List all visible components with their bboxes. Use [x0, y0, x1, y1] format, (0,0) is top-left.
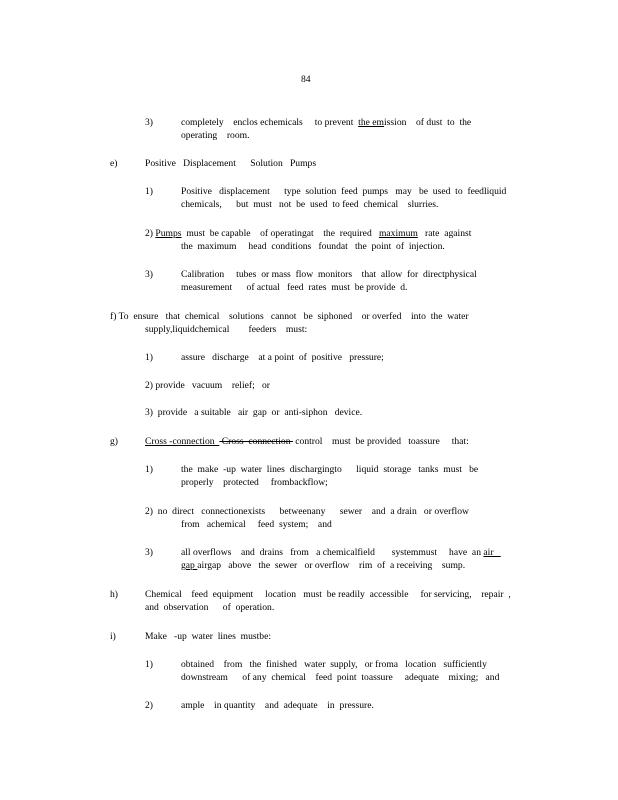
- underlined-text: Pumps: [155, 228, 182, 239]
- item-number: 3): [145, 117, 153, 128]
- text-line: downstream of any chemical feed point toassure adequate mixing; and: [181, 672, 500, 683]
- underlined-text: gap: [181, 560, 198, 571]
- text-line: [181, 117, 471, 129]
- text-line: Positive displacement type solution feed pumps may be used to feedliquid: [181, 186, 507, 197]
- item-number: 1): [145, 464, 153, 475]
- underlined-text: the em: [358, 117, 385, 128]
- underlined-text: air: [483, 547, 501, 558]
- text-line: chemicals, but must not be used to feed chemical slurries.: [181, 199, 439, 210]
- text-segment: must be capable of operatingat the required: [181, 228, 379, 239]
- text-line: supply,liquidchemical feeders must:: [145, 324, 308, 335]
- section-label: e): [110, 158, 118, 169]
- item-number: 3): [145, 547, 153, 558]
- page-number: 84: [301, 74, 311, 85]
- text-line: Chemical feed equipment location must be readily accessible for servicing, repair ,: [145, 589, 511, 600]
- section-label: g): [110, 436, 118, 447]
- text-line: measurement of actual feed rates must be provide d.: [181, 282, 408, 293]
- item-number: 1): [145, 352, 153, 363]
- text-line: ample in quantity and adequate in pressure.: [181, 700, 374, 711]
- text-segment: all overflows and drains from a chemicalfield systemmust have an: [181, 547, 484, 558]
- item-number: 2): [145, 228, 156, 239]
- section-label: h): [110, 589, 118, 600]
- item-number: 1): [145, 186, 153, 197]
- text-segment: rate against: [417, 228, 472, 239]
- text-line: the maximum head conditions foundat the point of injection.: [181, 241, 445, 252]
- text-line: from achemical feed system; and: [181, 519, 332, 530]
- text-line: obtained from the finished water supply, or froma location sufficiently: [181, 659, 487, 670]
- text-line: [181, 560, 465, 572]
- section-label: i): [110, 631, 116, 642]
- section-heading: Make -up water lines mustbe:: [145, 631, 272, 642]
- text-line: f) To ensure that chemical solutions cannot be siphoned or overfed into the water: [110, 311, 469, 322]
- text-segment: ission of dust to the: [384, 117, 472, 128]
- underlined-text: maximum: [378, 228, 418, 239]
- section-heading: [145, 436, 469, 448]
- text-segment: airgap above the sewer or overflow rim of a receiving sump.: [197, 560, 466, 571]
- text-line: 2) provide vacuum relief; or: [145, 380, 270, 391]
- text-line: and observation of operation.: [145, 602, 275, 613]
- text-segment: completely enclos echemicals to prevent: [181, 117, 359, 128]
- text-line: [181, 547, 501, 559]
- text-line: assure discharge at a point of positive pressure;: [181, 352, 384, 363]
- strikethrough-text: Cross connection: [219, 436, 293, 447]
- item-number: 1): [145, 659, 153, 670]
- text-line: the make -up water lines dischargingto liquid storage tanks must be: [181, 464, 479, 475]
- text-line: operating room.: [181, 130, 250, 141]
- text-line: properly protected frombackflow;: [181, 477, 328, 488]
- text-line: 2) no direct connectionexists betweenany sewer and a drain or overflow: [145, 506, 469, 517]
- section-heading: Positive Displacement Solution Pumps: [145, 158, 317, 169]
- item-number: 2): [145, 700, 153, 711]
- underlined-text: Cross -connection: [145, 436, 220, 447]
- text-segment: control must be provided toassure that:: [292, 436, 469, 447]
- text-line: 3) provide a suitable air gap or anti-siphon device.: [145, 407, 363, 418]
- text-line: Calibration tubes or mass flow monitors that allow for directphysical: [181, 269, 477, 280]
- item-number: 3): [145, 269, 153, 280]
- text-line: [145, 228, 471, 240]
